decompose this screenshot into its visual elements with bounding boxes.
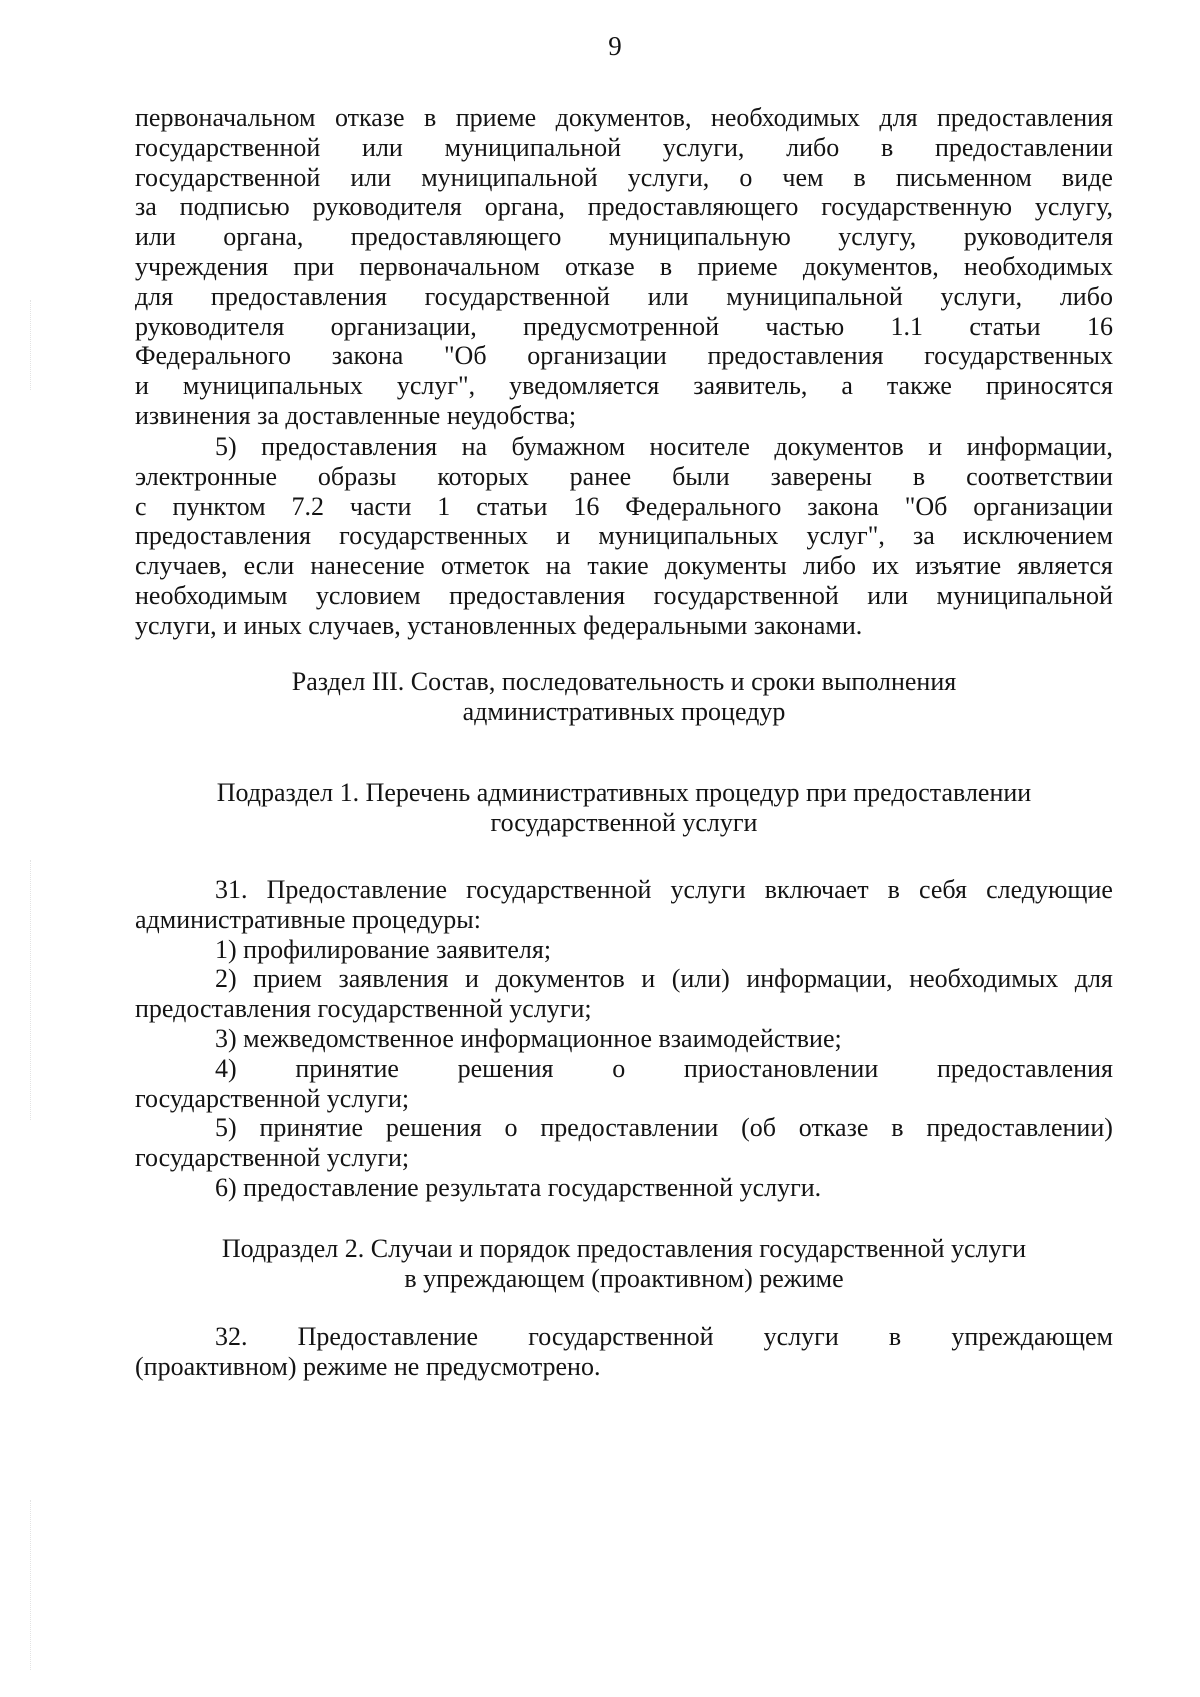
word: электронные (135, 461, 278, 491)
word: документов, (802, 251, 939, 281)
word: является (1017, 551, 1113, 581)
word: исключением (963, 521, 1113, 551)
word: такие (587, 551, 649, 581)
word: для (879, 103, 918, 132)
word: 16 (573, 491, 600, 521)
word: организации (527, 341, 667, 371)
word: документов (774, 432, 904, 461)
text-line (135, 1084, 1113, 1114)
word: уведомляется (509, 371, 660, 401)
word: "Об (443, 341, 487, 371)
word: приносятся (985, 371, 1113, 401)
word: закона (331, 341, 404, 371)
word: Предоставление (297, 1322, 479, 1351)
word: муниципальной (936, 580, 1113, 610)
word: и (465, 964, 479, 994)
word: их (872, 551, 900, 581)
text-line (135, 1173, 1113, 1203)
word: муниципальной (421, 162, 598, 192)
subsection-1-heading-line: Подраздел 1. Перечень административных процедур при предоставлении (216, 778, 1032, 807)
line-text: предоставления государственной услуги; (135, 994, 592, 1024)
word: руководителя (312, 192, 462, 222)
text-line (135, 935, 1113, 965)
text-line (135, 282, 1113, 312)
word: образы (317, 461, 397, 491)
word: если (243, 551, 295, 581)
word: предоставлении (540, 1113, 719, 1143)
word: муниципальных (182, 371, 363, 401)
word: были (672, 461, 730, 491)
word: предоставляющего (587, 192, 799, 222)
word: государственных (924, 341, 1113, 371)
word: предоставлении (934, 132, 1113, 162)
line-text: государственной услуги; (135, 1083, 410, 1113)
word: услуги, (940, 281, 1023, 311)
word: услуг", (806, 521, 885, 551)
text-line (135, 1054, 1113, 1084)
text-line (135, 1322, 1113, 1352)
word: или (647, 281, 689, 311)
text-line (135, 994, 1113, 1024)
word: отказе (334, 103, 405, 132)
word: услуг", (396, 371, 476, 401)
word: носителе (649, 432, 750, 461)
word: закона (807, 491, 879, 521)
word: государственной (135, 132, 321, 162)
word: муниципальной (444, 132, 622, 162)
text-line (135, 103, 1113, 133)
word: 32. (215, 1322, 248, 1351)
subsection-2-heading-line: в упреждающем (проактивном) режиме (404, 1264, 844, 1293)
word: услуги (670, 875, 746, 904)
word: чем (782, 162, 824, 192)
paragraph-item-5 (135, 432, 1113, 641)
word: заявитель, (693, 371, 808, 401)
word: учреждения (135, 251, 269, 281)
text-line (135, 432, 1113, 462)
word: организации (973, 491, 1113, 521)
text-line (135, 492, 1113, 522)
word: также (886, 371, 952, 401)
word: (или) (671, 964, 730, 994)
word: предоставлении) (926, 1113, 1113, 1143)
paragraph-31-procedures (135, 875, 1113, 1203)
word: необходимых (710, 103, 860, 132)
text-line (135, 1024, 1113, 1054)
word: с (135, 491, 147, 521)
text-line (135, 1143, 1113, 1173)
word: 7.2 (291, 491, 324, 521)
section-3-heading (135, 667, 1113, 727)
line-text: административные процедуры: (135, 904, 481, 934)
line-text: (проактивном) режиме не предусмотрено. (135, 1351, 601, 1381)
word: услуги, (627, 162, 710, 192)
word: за (135, 192, 157, 222)
word: 1 (437, 491, 451, 521)
word: организации, (330, 311, 477, 341)
word: предоставления (707, 341, 884, 371)
word: о (504, 1113, 518, 1143)
word: Федерального (135, 341, 292, 371)
word: отказе (565, 251, 635, 281)
word: в (887, 875, 900, 904)
word: услугу, (838, 222, 917, 252)
word: нанесение (310, 551, 425, 581)
word: государственной (424, 281, 610, 311)
word: подписью (179, 192, 290, 222)
word: принятие (295, 1053, 399, 1083)
subsection-1-heading (135, 778, 1113, 838)
word: необходимых (963, 251, 1113, 281)
text-line (135, 192, 1113, 222)
word: либо (1059, 281, 1113, 311)
line-text: государственной услуги; (135, 1143, 410, 1173)
word: на (545, 551, 572, 581)
word: в (424, 103, 437, 132)
word: для (135, 281, 174, 311)
word: предоставления (936, 1053, 1113, 1083)
word: 16 (1086, 311, 1113, 341)
line-text: 3) межведомственное информационное взаимодействие; (215, 1023, 842, 1053)
word: изъятие (915, 551, 1002, 581)
text-line (135, 371, 1113, 401)
word: решения (457, 1053, 554, 1083)
scan-artifact (30, 1500, 121, 1670)
word: отказе (798, 1113, 869, 1143)
word: Предоставление (266, 875, 448, 904)
word: руководителя (963, 222, 1113, 252)
word: услуги, (662, 132, 745, 162)
subsection-2-heading (135, 1234, 1113, 1294)
word: первоначальном (359, 251, 540, 281)
line-text: 6) предоставление результата государственной услуги. (215, 1172, 822, 1202)
page-number: 9 (608, 31, 622, 61)
word: бумажном (511, 432, 626, 461)
word: документы (664, 551, 787, 581)
word: первоначальном (135, 103, 316, 132)
word: либо (786, 132, 840, 162)
paragraph-refusal-notice (135, 103, 1113, 431)
word: необходимым (135, 580, 288, 610)
word: или (867, 580, 909, 610)
word: Федерального (625, 491, 782, 521)
scan-artifact (30, 300, 121, 390)
word: и (556, 521, 571, 551)
word: статьи (476, 491, 548, 521)
word: государственной (653, 580, 839, 610)
word: на (461, 432, 488, 461)
text-line (135, 611, 1113, 641)
word: органа, (484, 192, 565, 222)
word: письменном (895, 162, 1032, 192)
word: государственной (528, 1322, 714, 1351)
word: отметок (440, 551, 530, 581)
word: государственной (466, 875, 652, 904)
word: руководителя (135, 311, 285, 341)
word: или (350, 162, 392, 192)
word: необходимых (909, 964, 1059, 994)
line-text: извинения за доставленные неудобства; (135, 400, 577, 430)
word: приеме (697, 251, 778, 281)
word: документов (495, 964, 625, 994)
word: предоставления (261, 432, 438, 461)
word: при (293, 251, 335, 281)
word: предоставления (449, 580, 626, 610)
word: приеме (455, 103, 537, 132)
text-line (135, 222, 1113, 252)
word: предоставляющего (350, 222, 562, 252)
word: в (891, 1113, 904, 1143)
text-line (135, 905, 1113, 935)
text-line (135, 521, 1113, 551)
word: 4) (215, 1053, 237, 1083)
word: муниципальных (598, 521, 779, 551)
word: (об (741, 1113, 776, 1143)
word: случаев, (135, 551, 228, 581)
word: государственной (135, 162, 321, 192)
word: 5) (215, 1113, 237, 1143)
word: в (853, 162, 866, 192)
word: и (928, 432, 943, 461)
word: информации, (746, 964, 893, 994)
word: в (880, 132, 894, 162)
word: заявления (338, 964, 449, 994)
word: услугу, (1034, 192, 1113, 222)
subsection-1-heading-line: государственной услуги (490, 808, 758, 837)
subsection-2-heading-line: Подраздел 2. Случаи и порядок предоставления государственной услуги (221, 1234, 1027, 1263)
word: и (641, 964, 656, 994)
word: следующие (986, 875, 1113, 904)
word: заверены (770, 461, 872, 491)
word: предусмотренной (523, 311, 720, 341)
scan-artifact (30, 860, 121, 1120)
word: 2) (215, 964, 237, 994)
word: соответствии (966, 461, 1113, 491)
text-line (135, 1113, 1113, 1143)
word: государственных (339, 521, 529, 551)
word: упреждающем (951, 1322, 1113, 1351)
word: приостановлении (683, 1053, 879, 1083)
text-line (135, 163, 1113, 193)
word: для (1074, 964, 1113, 994)
text-line (135, 964, 1113, 994)
word: статьи (969, 311, 1041, 341)
word: документов, (555, 103, 692, 132)
text-line (135, 401, 1113, 431)
paragraph-32-proactive (135, 1322, 1113, 1382)
text-line (135, 581, 1113, 611)
word: муниципальную (608, 222, 791, 252)
word: ранее (569, 461, 632, 491)
word: предоставления (135, 521, 311, 551)
text-line (135, 312, 1113, 342)
word: в (888, 1322, 902, 1351)
section-3-heading-line: Раздел III. Состав, последовательность и сроки выполнения (291, 667, 957, 696)
word: предоставления (210, 281, 387, 311)
word: пунктом (172, 491, 266, 521)
word: 1.1 (890, 311, 924, 341)
text-line (135, 551, 1113, 581)
word: информации, (966, 432, 1113, 461)
word: или (135, 222, 176, 252)
word: "Об (904, 491, 948, 521)
text-line (135, 341, 1113, 371)
word: условием (315, 580, 421, 610)
text-line (135, 462, 1113, 492)
word: за (913, 521, 935, 551)
word: предоставления (937, 103, 1113, 132)
line-text: 1) профилирование заявителя; (215, 934, 552, 964)
word: в (912, 461, 926, 491)
word: муниципальной (726, 281, 903, 311)
line-text: услуги, и иных случаев, установленных федеральными законами. (135, 610, 863, 640)
text-line (135, 133, 1113, 163)
word: себя (919, 875, 967, 904)
word: решения (385, 1113, 482, 1143)
text-line (135, 252, 1113, 282)
word: виде (1061, 162, 1113, 192)
word: принятие (259, 1113, 364, 1143)
word: части (349, 491, 412, 521)
word: либо (802, 551, 856, 581)
word: частью (765, 311, 845, 341)
word: включает (764, 875, 869, 904)
word: услуги (763, 1322, 839, 1351)
word: прием (253, 964, 322, 994)
word: о (612, 1053, 626, 1083)
word: а (841, 371, 853, 401)
word: о (739, 162, 753, 192)
word: и (135, 371, 149, 401)
section-3-heading-line: административных процедур (462, 697, 786, 726)
word: 5) (215, 432, 237, 461)
word: государственную (821, 192, 1013, 222)
word: в (659, 251, 673, 281)
word: органа, (223, 222, 304, 252)
word: или (362, 132, 403, 162)
word: 31. (215, 875, 248, 904)
text-line (135, 1352, 1113, 1382)
word: которых (437, 461, 529, 491)
text-line (135, 875, 1113, 905)
